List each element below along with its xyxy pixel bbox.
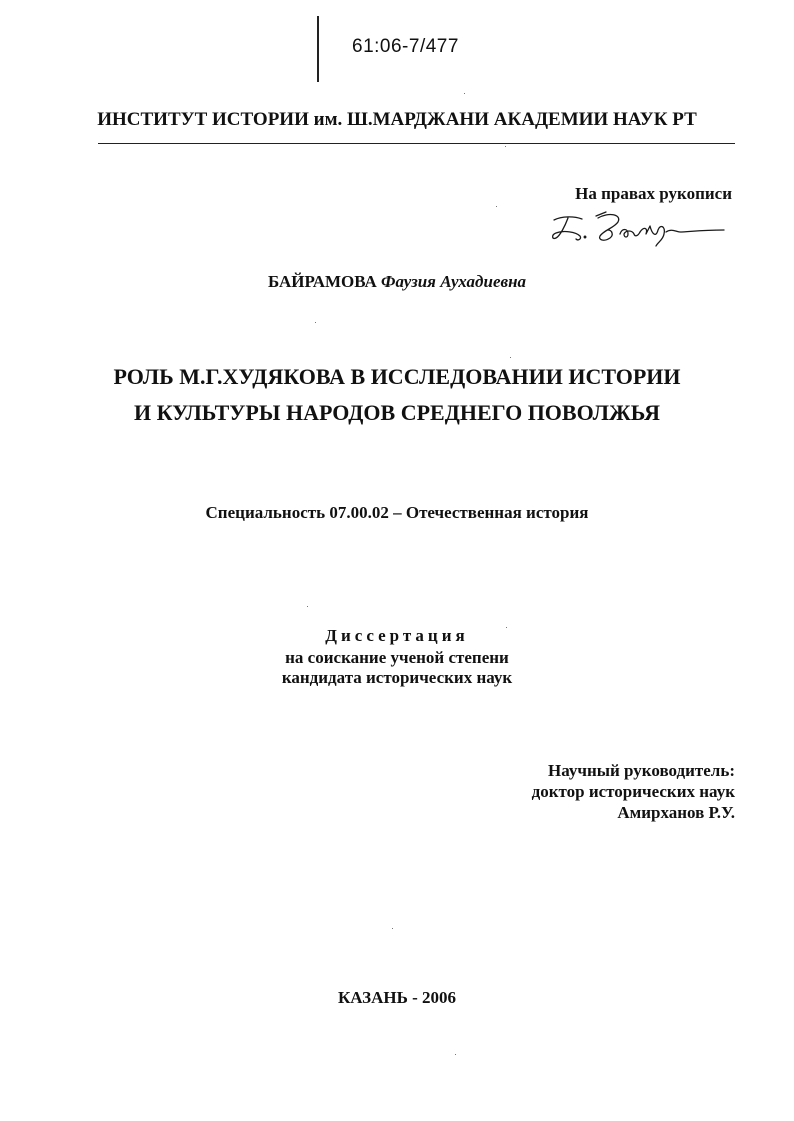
dissertation-heading: Диссертация (325, 626, 469, 645)
scan-speck (392, 928, 393, 929)
author-given-names: Фаузия Аухадиевна (381, 272, 527, 291)
scan-speck (464, 93, 465, 94)
dissertation-title-line-2: И КУЛЬТУРЫ НАРОДОВ СРЕДНЕГО ПОВОЛЖЬЯ (133, 400, 661, 425)
dissertation-title-line-1: РОЛЬ М.Г.ХУДЯКОВА В ИССЛЕДОВАНИИ ИСТОРИИ (113, 364, 681, 389)
specialty-line: Специальность 07.00.02 – Отечественная история (205, 503, 589, 522)
header-rule (98, 143, 735, 144)
scan-speck (455, 1054, 456, 1055)
city-year: КАЗАНЬ - 2006 (337, 988, 457, 1007)
catalog-divider-bar (317, 16, 319, 82)
scan-speck (315, 322, 316, 323)
supervisor-degree: доктор исторических наук (531, 782, 735, 801)
supervisor-label: Научный руководитель: (548, 761, 735, 780)
scan-speck (496, 206, 497, 207)
degree-line-1: на соискание ученой степени (285, 648, 509, 667)
author-name (0, 272, 794, 292)
handwritten-signature (548, 206, 728, 256)
supervisor-name: Амирханов Р.У. (617, 803, 735, 822)
institute-header: ИНСТИТУТ ИСТОРИИ им. Ш.МАРДЖАНИ АКАДЕМИИ НАУК РТ (97, 109, 697, 130)
degree-line-2: кандидата исторических наук (281, 668, 513, 687)
rights-label: На правах рукописи (575, 184, 732, 203)
catalog-number: 61:06-7/477 (352, 36, 459, 57)
scan-speck (506, 627, 507, 628)
scan-speck (510, 357, 511, 358)
scan-speck (307, 606, 308, 607)
scan-speck (505, 146, 506, 147)
author-surname: БАЙРАМОВА (267, 272, 377, 291)
